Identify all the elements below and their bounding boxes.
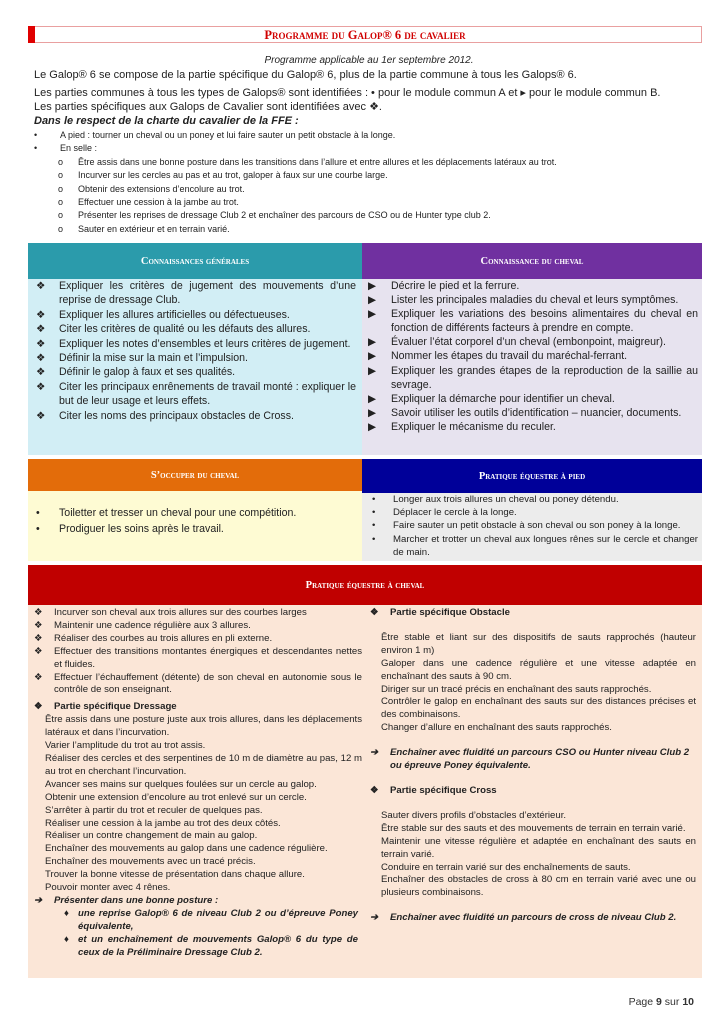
- page-title: Programme du Galop® 6 de cavalier: [264, 28, 466, 42]
- dressage-goal-item: ♦ et un enchaînement de mouvements Galop® 6 du type de ceux de la Préliminaire Dressage Club 2.: [64, 933, 358, 958]
- circle-icon: o: [58, 197, 64, 208]
- applicable-date: Programme applicable au 1er septembre 2012.: [264, 55, 474, 66]
- obstacle-goal: ➔ Enchaîner avec fluidité un parcours CSO ou Hunter niveau Club 2 ou épreuve Poney équivalente.: [370, 747, 690, 772]
- section-s-occuper-du-cheval: [28, 459, 362, 561]
- diamond-icon: ❖: [34, 671, 43, 683]
- obstacle-heading: ❖ Partie spécifique Obstacle: [370, 607, 510, 618]
- cross-item: Sauter divers profils d’obstacles d’extérieur.: [381, 809, 567, 821]
- diamond-icon: ❖: [370, 784, 379, 796]
- list-item: ❖ Effectuer des transitions montantes énergiques et descendantes nettes et fluides.: [34, 645, 362, 670]
- left-column: [34, 607, 362, 959]
- dressage-item: Obtenir une extension d’encolure au trot enlevé sur un cercle.: [45, 791, 307, 803]
- list-item: ▶ Décrire le pied et la ferrure.: [368, 280, 520, 292]
- diamond-icon: ❖: [36, 352, 46, 365]
- list-item: • Faire sauter un petit obstacle à son cheval ou son poney à la longe.: [372, 520, 681, 532]
- obstacle-item: Changer d’allure en enchaînant des sauts rapprochés.: [381, 722, 612, 734]
- diamond-icon: ❖: [36, 409, 46, 422]
- bullet-icon: •: [372, 507, 376, 519]
- list-item: ❖ Citer les principaux enrênements de travail monté : expliquer le but de leur usage et leurs effets.: [36, 380, 356, 408]
- diamond-icon: ❖: [36, 380, 46, 393]
- section-title: Pratique équestre à cheval: [28, 565, 702, 605]
- list-item: o Présenter les reprises de dressage Club 2 et enchaîner des parcours de CSO ou de Hunter type club 2.: [34, 209, 557, 222]
- section-title: Connaissance du cheval: [362, 243, 702, 279]
- diamond-icon: ❖: [34, 619, 43, 631]
- cross-item: Conduire en terrain varié sur des enchaînements de sauts.: [381, 861, 631, 873]
- dressage-item: Enchaîner des mouvements au galop dans une cadence régulière.: [45, 843, 328, 855]
- dressage-item: Enchaîner des mouvements avec un tracé précis.: [45, 856, 256, 868]
- diamond-icon: ❖: [370, 607, 379, 618]
- triangle-icon: ▶: [368, 350, 377, 363]
- charte-list: [34, 129, 557, 236]
- triangle-icon: ▶: [368, 364, 377, 377]
- bullet-icon: •: [36, 507, 40, 519]
- diamond-icon: ❖: [34, 701, 43, 713]
- diamond-icon: ❖: [34, 607, 43, 618]
- list-item: ▶ Expliquer les variations des besoins alimentaires du cheval en fonction de différents facteurs à prendre en compte.: [368, 308, 698, 335]
- list-item: ▶ Savoir utiliser les outils d’identification – nuancier, documents.: [368, 406, 682, 419]
- circle-icon: o: [58, 183, 64, 194]
- cross-item: Enchaîner des obstacles de cross à 80 cm en terrain varié avec une ou plusieurs combinaisons.: [381, 874, 696, 899]
- triangle-icon: ▶: [368, 294, 377, 307]
- charte-heading: Dans le respect de la charte du cavalier de la FFE :: [34, 115, 299, 127]
- arrow-icon: ➔: [370, 747, 379, 759]
- page-footer: Page 9 sur 10: [628, 996, 694, 1008]
- list-item: • A pied : tourner un cheval ou un poney et lui faire sauter un petit obstacle à la longe.: [34, 129, 557, 142]
- dressage-item: Réaliser une cession à la jambe au trot des deux côtés.: [45, 817, 281, 829]
- dressage-goal-item: ♦ une reprise Galop® 6 de niveau Club 2 ou d’épreuve Poney équivalente,: [64, 907, 358, 932]
- dressage-item: Avancer ses mains sur quelques foulées sur un cercle au galop.: [45, 778, 317, 790]
- obstacle-item: Être stable et liant sur des dispositifs de sauts rapprochés (hauteur environ 1 m): [381, 631, 696, 656]
- diamond-icon: ❖: [34, 632, 43, 644]
- diamond-icon: ❖: [36, 337, 46, 350]
- dressage-item: Pouvoir monter avec 4 rênes.: [45, 882, 171, 894]
- diamond-icon: ❖: [36, 280, 46, 292]
- diamond-icon: ❖: [36, 308, 46, 321]
- list-item: ❖ Expliquer les critères de jugement des mouvements d’une reprise de dressage Club.: [36, 280, 356, 307]
- section-title: Connaissances générales: [28, 243, 362, 279]
- list-item: ❖ Définir la mise sur la main et l’impulsion.: [36, 352, 248, 365]
- list-item: ❖ Définir le galop à faux et ses qualités.: [36, 366, 236, 379]
- dressage-item: Réaliser des cercles et des serpentines de 10 m de diamètre au pas, 12 m au trot en cherchant l’incurvation.: [45, 752, 362, 777]
- circle-icon: o: [58, 170, 64, 181]
- diamond-icon: ❖: [34, 645, 43, 657]
- circle-icon: o: [58, 210, 64, 221]
- list-item: o Sauter en extérieur et en terrain varié.: [34, 223, 557, 236]
- triangle-icon: ▶: [368, 406, 377, 419]
- list-item: ❖ Expliquer les notes d’ensembles et leurs critères de jugement.: [36, 337, 351, 350]
- bullet-icon: •: [372, 520, 376, 532]
- list-item: o Être assis dans une bonne posture dans les transitions dans l’allure et entre allures et les déplacements latéraux au trot.: [34, 156, 557, 169]
- cross-heading: ❖ Partie spécifique Cross: [370, 784, 497, 796]
- page-total: 10: [682, 996, 694, 1008]
- section-title: Pratique équestre à pied: [362, 459, 702, 493]
- page-number: 9: [656, 996, 662, 1008]
- small-diamond-icon: ♦: [64, 907, 69, 919]
- dressage-goal: ➔ Présenter dans une bonne posture :: [34, 894, 219, 906]
- dressage-item: S’arrêter à partir du trot et reculer de quelques pas.: [45, 804, 263, 816]
- arrow-icon: ➔: [34, 894, 43, 906]
- list-item: • Prodiguer les soins après le travail.: [36, 523, 224, 535]
- list-item: o Effectuer une cession à la jambe au trot.: [34, 196, 557, 209]
- list-item: ❖ Effectuer l’échauffement (détente) de son cheval en autonomie sous le contrôle de son enseignant.: [34, 671, 362, 696]
- list-item: ❖ Expliquer les allures artificielles ou défectueuses.: [36, 308, 290, 321]
- intro-composition: Le Galop® 6 se compose de la partie spécifique du Galop® 6, plus de la partie commune à tous les Galops® 6.: [34, 69, 577, 81]
- list-item: ▶ Nommer les étapes du travail du maréchal-ferrant.: [368, 350, 628, 363]
- obstacle-item: Diriger sur un tracé précis en enchaînant des sauts rapprochés.: [381, 683, 652, 695]
- obstacle-item: Contrôler le galop en enchaînant des sauts sur des distances précises et des combinaisons.: [381, 696, 696, 721]
- diamond-icon: ❖: [36, 366, 46, 379]
- list-item: ❖ Citer les critères de qualité ou les défauts des allures.: [36, 323, 311, 336]
- list-item: ❖ Incurver son cheval aux trois allures sur des courbes larges: [34, 607, 307, 618]
- intro-communes: Les parties communes à tous les types de Galops® sont identifiées : • pour le module commun A et ▸ pour le module commun B.: [34, 87, 661, 99]
- list-item: ❖ Citer les noms des principaux obstacles de Cross.: [36, 409, 294, 422]
- dressage-item: Varier l’amplitude du trot au trot assis.: [45, 740, 206, 752]
- cross-item: Maintenir une vitesse régulière et adaptée en enchaînant des sauts en terrain varié.: [381, 835, 696, 860]
- title-bar: [28, 26, 702, 43]
- list-item: o Incurver sur les cercles au pas et au trot, galoper à faux sur une courbe large.: [34, 169, 557, 182]
- dressage-heading: ❖ Partie spécifique Dressage: [34, 701, 177, 713]
- section-connaissance-cheval: [362, 243, 702, 455]
- list-item: ▶ Expliquer le mécanisme du reculer.: [368, 420, 556, 433]
- triangle-icon: ▶: [368, 420, 377, 433]
- section-pratique-a-cheval: [28, 565, 702, 978]
- triangle-icon: ▶: [368, 308, 377, 321]
- list-item: • Déplacer le cercle à la longe.: [372, 507, 517, 519]
- list-item: o Obtenir des extensions d’encolure au trot.: [34, 183, 557, 196]
- bullet-icon: •: [36, 523, 40, 535]
- bullet-icon: •: [372, 494, 376, 505]
- dressage-item: Réaliser un contre changement de main au galop.: [45, 830, 258, 842]
- dressage-item: Être assis dans une posture juste aux trois allures, dans les déplacements latéraux et dans l’incurvation.: [45, 714, 362, 739]
- list-item: ▶ Expliquer la démarche pour identifier un cheval.: [368, 392, 615, 405]
- list-item: • Longer aux trois allures un cheval ou poney détendu.: [372, 494, 619, 505]
- bullet-icon: •: [34, 130, 38, 140]
- list-item: ▶ Lister les principales maladies du cheval et leurs symptômes.: [368, 294, 679, 307]
- list-item: • Marcher et trotter un cheval aux longues rênes sur le cercle et changer de main.: [372, 533, 698, 558]
- arrow-icon: ➔: [370, 912, 379, 924]
- bullet-icon: •: [34, 143, 38, 154]
- dressage-item: Trouver la bonne vitesse de présentation dans chaque allure.: [45, 869, 305, 881]
- cross-goal: ➔ Enchaîner avec fluidité un parcours de cross de niveau Club 2.: [370, 912, 677, 924]
- section-pratique-a-pied: [362, 459, 702, 561]
- triangle-icon: ▶: [368, 280, 377, 292]
- list-item: • En selle :: [34, 142, 557, 155]
- obstacle-item: Galoper dans une cadence régulière et une vitesse adaptée en enchaînant des sauts à 90 cm.: [381, 657, 696, 682]
- list-item: ❖ Réaliser des courbes au trois allures en pli externe.: [34, 632, 273, 644]
- circle-icon: o: [58, 156, 64, 167]
- triangle-icon: ▶: [368, 336, 377, 349]
- right-column: [370, 607, 696, 925]
- section-connaissances-generales: [28, 243, 362, 455]
- section-title: S’occuper du cheval: [28, 459, 362, 491]
- list-item: • Toiletter et tresser un cheval pour une compétition.: [36, 507, 297, 519]
- list-item: ▶ Évaluer l’état corporel d’un cheval (embonpoint, maigreur).: [368, 336, 666, 349]
- intro-specifiques: Les parties spécifiques aux Galops de Cavalier sont identifiées avec ❖.: [34, 101, 382, 113]
- cross-item: Être stable sur des sauts et des mouvements de terrain en terrain varié.: [381, 822, 686, 834]
- small-diamond-icon: ♦: [64, 933, 69, 945]
- triangle-icon: ▶: [368, 392, 377, 405]
- bullet-icon: •: [372, 533, 376, 545]
- list-item: ▶ Expliquer les grandes étapes de la reproduction de la saillie au sevrage.: [368, 364, 698, 391]
- circle-icon: o: [58, 223, 64, 234]
- diamond-icon: ❖: [36, 323, 46, 336]
- list-item: ❖ Maintenir une cadence régulière aux 3 allures.: [34, 619, 251, 631]
